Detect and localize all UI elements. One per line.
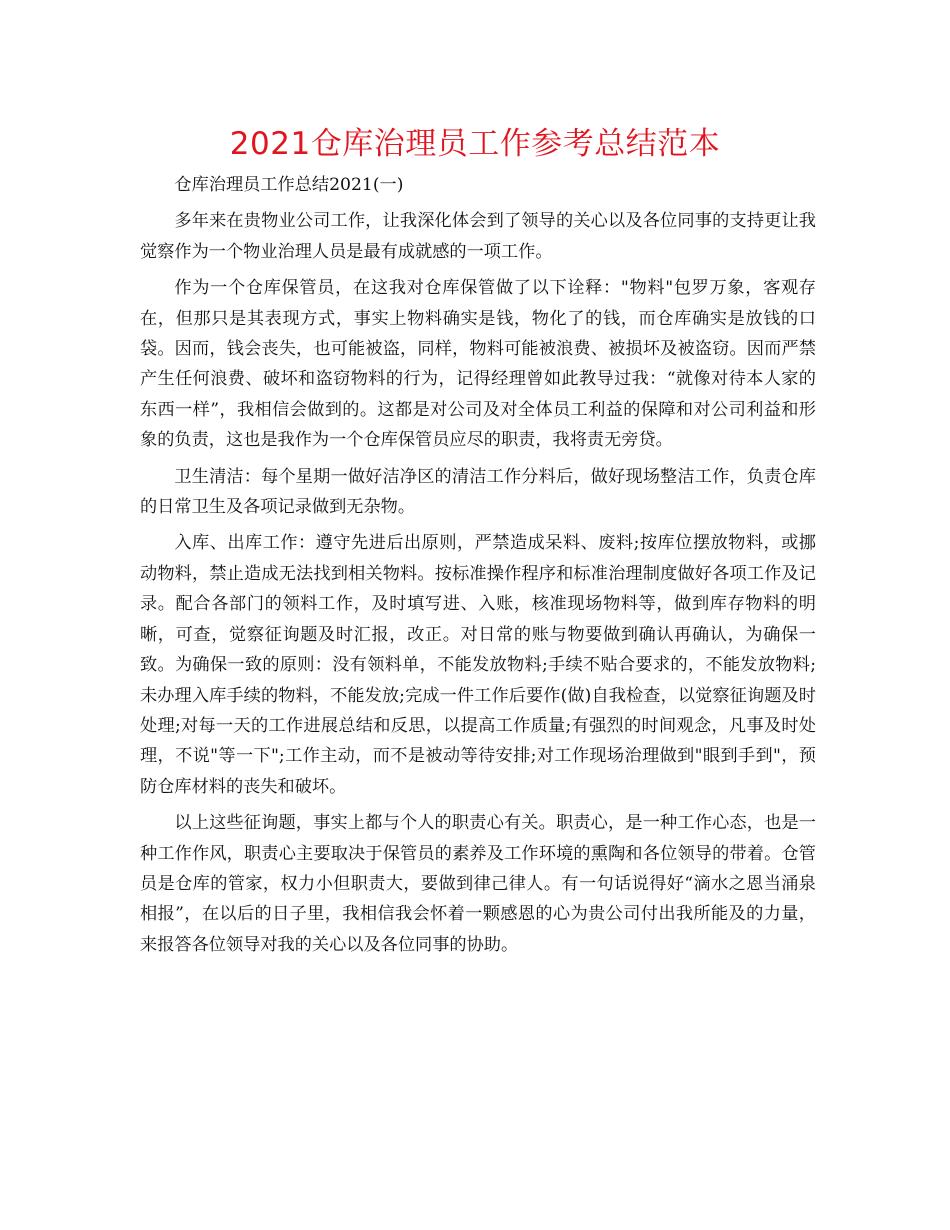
document-body: [140, 170, 816, 960]
document-title: 2021仓库治理员工作参考总结范本: [229, 126, 721, 162]
section-subtitle: 仓库治理员工作总结2021(一): [174, 175, 404, 195]
paragraph-4: 入库、出库工作：遵守先进后出原则，严禁造成呆料、废料;按库位摆放物料，或挪动物料，禁止造成无法找到相关物料。按标准操作程序和标准治理制度做好各项工作及记录。配合各部门的领料工作，及时填写进、入账，核准现场物料等，做到库存物料的明晰，可查，觉察征询题及时汇报，改正。对日常的账与物要做到确认再确认，为确保一致。为确保一致的原则：没有领料单，不能发放物料;手续不贴合要求的，不能发放物料;未办理入库手续的物料，不能发放;完成一件工作后要作(做)自我检查，以觉察征询题及时处理;对每一天的工作进展总结和反思，以提高工作质量;有强烈的时间观念，凡事及时处理，不说"等一下";工作主动，而不是被动等待安排;对工作现场治理做到"眼到手到"，预防仓库材料的丧失和破坏。: [140, 533, 816, 797]
paragraph-3: 卫生清洁：每个星期一做好洁净区的清洁工作分料后，做好现场整洁工作，负责仓库的日常卫生及各项记录做到无杂物。: [140, 466, 816, 518]
paragraph-5: 以上这些征询题，事实上都与个人的职责心有关。职责心，是一种工作心态，也是一种工作作风，职责心主要取决于保管员的素养及工作环境的熏陶和各位领导的带着。仓管员是仓库的管家，权力小但职责大，要做到律己律人。有一句话说得好“滴水之恩当涌泉相报”，在以后的日子里，我相信我会怀着一颗感恩的心为贵公司付出我所能及的力量，来报答各位领导对我的关心以及各位同事的协助。: [140, 813, 816, 955]
paragraph-1: 多年来在贵物业公司工作，让我深化体会到了领导的关心以及各位同事的支持更让我觉察作为一个物业治理人员是最有成就感的一项工作。: [140, 211, 816, 262]
paragraph-2: 作为一个仓库保管员，在这我对仓库保管做了以下诠释："物料"包罗万象，客观存在，但那只是其表现方式，事实上物料确实是钱，物化了的钱，而仓库确实是放钱的口袋。因而，钱会丧失，也可能被盗，同样，物料可能被浪费、被损坏及被盗窃。因而严禁产生任何浪费、破坏和盗窃物料的行为，记得经理曾如此教导过我：“就像对待本人家的东西一样”，我相信会做到的。这都是对公司及对全体员工利益的保障和对公司利益和形象的负责，这也是我作为一个仓库保管员应尽的职责，我将责无旁贷。: [140, 278, 816, 451]
